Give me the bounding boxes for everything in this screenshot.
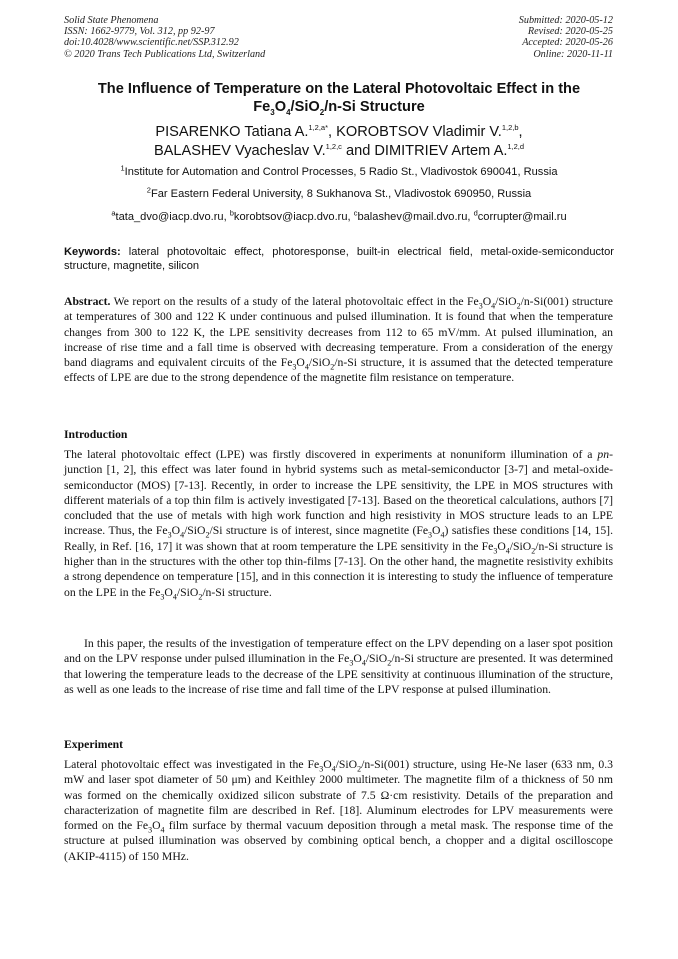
date-revised: Revised: 2020-05-25 bbox=[527, 26, 613, 38]
journal-copyright: © 2020 Trans Tech Publications Ltd, Switzerland bbox=[64, 48, 266, 60]
date-online: Online: 2020-11-11 bbox=[533, 48, 613, 60]
authors-line-1: PISARENKO Tatiana A.$^{1,2,a*}$, KOROBTSOV Vladimir V.$^{1,2,b}$, bbox=[155, 123, 523, 140]
email-link[interactable]: tata_dvo@iacp.dvo.ru, bbox=[115, 211, 230, 223]
journal-name: Solid State Phenomena bbox=[64, 15, 159, 26]
email-link[interactable]: korobtsov@iacp.dvo.ru, bbox=[233, 211, 354, 223]
paper-title bbox=[40, 80, 638, 116]
title-line-1: The Influence of Temperature on the Lateral Photovoltaic Effect in the bbox=[97, 81, 581, 97]
introduction-paragraph-1: The lateral photovoltaic effect (LPE) was firstly discovered in experiments at nonuniform illumination of a pn-junction [1, 2], this effect was later found in hybrid systems such as metal-semiconductor [3-7] and metal-oxide-semiconductor (MOS) [7-13]. Recently, in order to increase the LPE sensitivity, the LPE in MOS structures with different materials of a top thin film is actively investigated [7-13]. Based on the theoretical calculations, authors [7] concluded that the use of metals with high work function and high resistivity in MOS structure leads to an LPE increase. Thus, the $Fe_3O_4/SiO_2/Si$ structure is of interest, since magnetite $(Fe_3O_4)$ satisfies these conditions [14, 15]. Really, in Ref. [16, 17] it was shown that at room temperature the LPE sensitivity in the $Fe_3O_4/SiO_2/n-Si$ structure is higher than in the structures with the other top thin-films [7-13]. On the other hand, the magnetite resistivity exhibits a strong dependence on temperature [15], and in this connection it is interesting to study the influence of temperature on the LPE in the $Fe_3O_4/SiO_2/n-Si$ structure. bbox=[64, 448, 613, 601]
affiliation-1: $^1$Institute for Automation and Control Processes, 5 Radio St., Vladivostok 690041, Russia bbox=[120, 163, 558, 178]
affiliation-2: $^2$Far Eastern Federal University, 8 Sukhanova St., Vladivostok 690950, Russia bbox=[146, 185, 532, 200]
journal-doi: doi:10.4028/www.scientific.net/SSP.312.92 bbox=[64, 37, 239, 49]
author-list bbox=[40, 123, 638, 161]
keywords-label: Keywords: bbox=[64, 246, 121, 258]
author-emails: $^a$tata_dvo@iacp.dvo.ru, $^b$korobtsov@iacp.dvo.ru, $^c$balashev@mail.dvo.ru, $^d$corrupter@mail.ru bbox=[111, 208, 567, 223]
journal-issn: ISSN: 1662-9779, Vol. 312, pp 92-97 bbox=[64, 26, 215, 38]
author-korobtsov: , KOROBTSOV Vladimir V. bbox=[328, 124, 502, 140]
journal-info bbox=[64, 15, 265, 60]
section-heading-experiment: Experiment bbox=[64, 738, 124, 751]
introduction-paragraph-2: In this paper, the results of the investigation of temperature effect on the LPV depending on a laser spot position and on the LPV response under pulsed illumination in the $Fe_3O_4/SiO_2/n-Si$ structure are presented. It was determined that lowering the temperature leads to the decrease of the LPE sensitivity at continuous illumination of the structure, as well as one leads to the increase of rise time and fall time of the LPV response at pulsed illumination. bbox=[64, 637, 613, 696]
email-link[interactable]: balashev@mail.dvo.ru, bbox=[357, 211, 474, 223]
author-pisarenko: PISARENKO Tatiana A. bbox=[155, 124, 309, 140]
author-balashev: BALASHEV Vyacheslav V. bbox=[153, 143, 326, 159]
experiment-paragraph-1: Lateral photovoltaic effect was investigated in the $Fe_3O_4/SiO_2/n-Si(001)$ structure, using He-Ne laser (633 nm, 0.3 mW and laser spot diameter of 50 μm) and Keithley 2000 multimeter. The magnetite film of a thickness of 50 nm was formed on the chemically oxidized silicon substrate of 7.5 Ω·cm resistivity. Details of the preparation and characterization of magnetite film are described in Ref. [18]. Aluminum electrodes for LPV measurements were formed on the $Fe_3O_4$ film surface by thermal vacuum deposition through a metal mask. The response time of the structure at pulsed illumination was observed by combining optical bench, a chopper and a digital oscilloscope (AKIP-4115) of 150 MHz. bbox=[64, 758, 614, 863]
author-dimitriev: and DIMITRIEV Artem A. bbox=[341, 143, 508, 159]
date-submitted: Submitted: 2020-05-12 bbox=[518, 15, 613, 26]
authors-line-2: BALASHEV Vyacheslav V.$^{1,2,c}$ and DIMITRIEV Artem A.$^{1,2,d}$ bbox=[153, 142, 525, 159]
abstract-label: Abstract. bbox=[64, 295, 111, 308]
section-heading-introduction: Introduction bbox=[64, 428, 128, 441]
publication-dates bbox=[519, 15, 613, 60]
date-accepted: Accepted: 2020-05-26 bbox=[522, 37, 613, 49]
keywords bbox=[64, 246, 614, 273]
abstract: Abstract. We report on the results of a study of the lateral photovoltaic effect in the $Fe_3O_4/SiO_2/n-Si(001)$ structure at temperatures of 300 and 122 K under continuous and pulsed illumination. It is found that when the temperature changes from 300 to 122 K, the LPE sensitivity decreases from 112 to 65 mV/mm. At pulsed illumination, an increase of rise time and a fall time is observed with decreasing temperature. From a consideration of the energy band diagrams and equivalent circuits of the $Fe_3O_4/SiO_2/n-Si$ structure, it is assumed that the detected temperature effects of LPE are due to the strong dependence of the magnetite film resistance on temperature. bbox=[64, 295, 613, 385]
email-link[interactable]: corrupter@mail.ru bbox=[477, 211, 567, 223]
keywords-text: lateral photovoltaic effect, photoresponse, built-in electrical field, metal-oxide-semiconductor structure, magnetite, silicon bbox=[64, 246, 614, 272]
title-line-2: $Fe_3O_4/SiO_2/n-Si$ Structure bbox=[253, 99, 425, 117]
